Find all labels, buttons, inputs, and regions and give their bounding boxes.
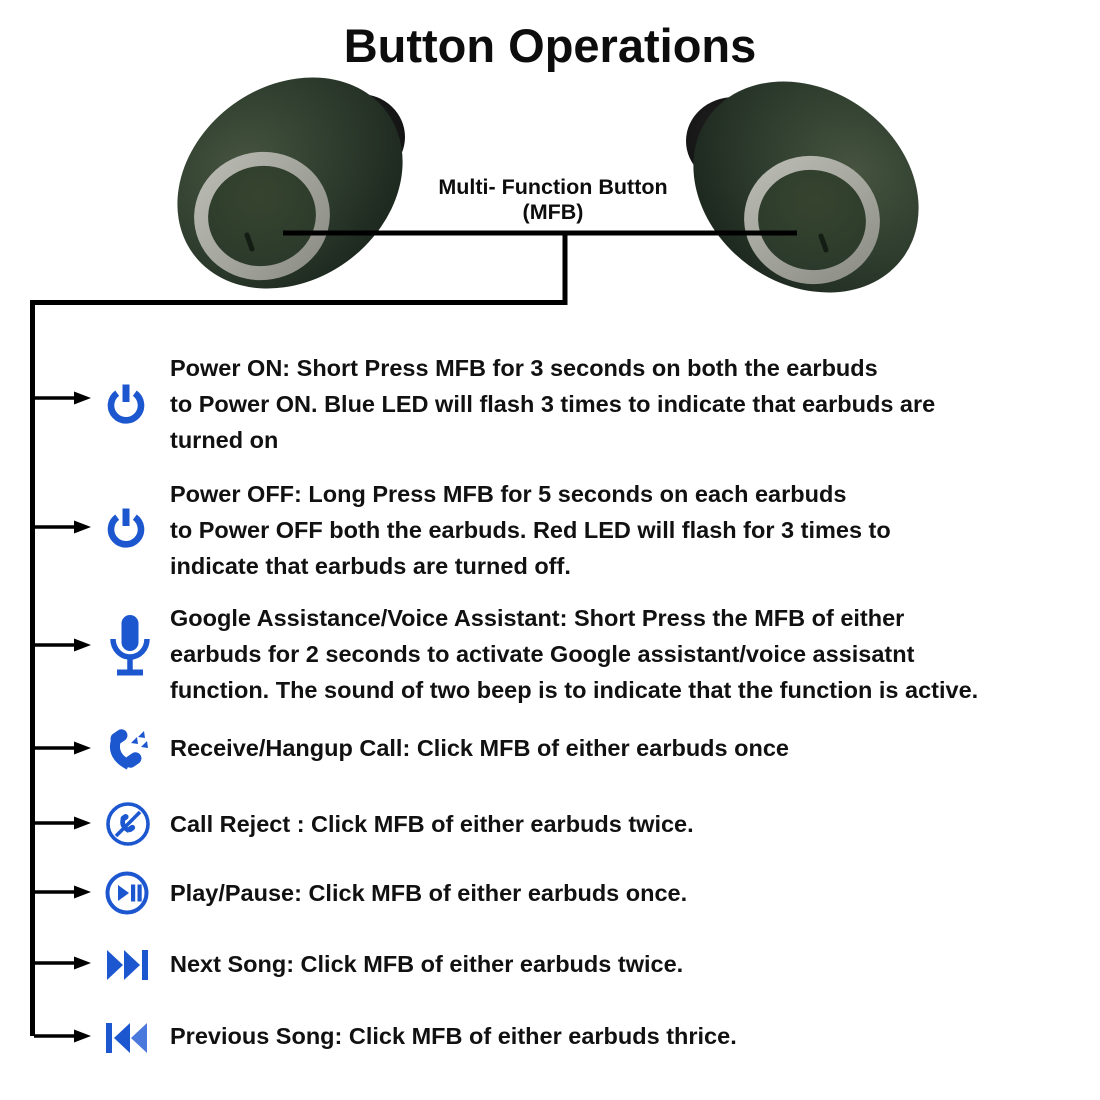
operation-text-line: Call Reject : Click MFB of either earbuds twice.: [170, 811, 694, 837]
operation-text: [170, 476, 1070, 584]
power-icon: [104, 505, 148, 549]
operation-text-line: indicate that earbuds are turned off.: [170, 553, 571, 579]
branch-arrows: [34, 392, 91, 1043]
operation-text: [170, 1018, 1070, 1054]
operation-text-line: turned on: [170, 427, 279, 453]
operation-text-line: to Power OFF both the earbuds. Red LED will flash for 3 times to: [170, 517, 891, 543]
operation-text: [170, 350, 1070, 458]
operation-text: [170, 806, 1070, 842]
page-title: Button Operations: [343, 19, 757, 72]
operation-text: [170, 730, 1070, 766]
arrow: [34, 639, 91, 652]
phone-receive-icon: [104, 726, 150, 772]
operation-text-line: earbuds for 2 seconds to activate Google assistant/voice assisatnt: [170, 641, 915, 667]
previous-song-icon: [104, 1020, 150, 1056]
operation-text: [170, 600, 1070, 708]
arrow: [34, 886, 91, 899]
call-reject-icon: [104, 800, 152, 848]
operation-text-line: Play/Pause: Click MFB of either earbuds once.: [170, 880, 688, 906]
operation-text-line: function. The sound of two beep is to indicate that the function is active.: [170, 677, 979, 703]
operation-text-line: Next Song: Click MFB of either earbuds twice.: [170, 951, 684, 977]
microphone-icon: [110, 614, 150, 680]
operation-text-line: Receive/Hangup Call: Click MFB of either earbuds once: [170, 735, 789, 761]
arrow: [34, 521, 91, 534]
next-song-icon: [104, 947, 150, 983]
operation-text-line: Previous Song: Click MFB of either earbuds thrice.: [170, 1023, 737, 1049]
operation-text-line: Power OFF: Long Press MFB for 5 seconds on each earbuds: [170, 481, 847, 507]
arrow: [34, 957, 91, 970]
arrow: [34, 1030, 91, 1043]
operation-text: [170, 946, 1070, 982]
arrow: [34, 742, 91, 755]
left-earbud-image: [136, 34, 444, 332]
operation-text-line: Power ON: Short Press MFB for 3 seconds on both the earbuds: [170, 355, 878, 381]
mfb-callout-line2: (MFB): [522, 200, 584, 224]
play-pause-icon: [104, 870, 150, 916]
operation-text-line: to Power ON. Blue LED will flash 3 times to indicate that earbuds are: [170, 391, 936, 417]
operation-text: [170, 875, 1070, 911]
operation-text-line: Google Assistance/Voice Assistant: Short Press the MFB of either: [170, 605, 905, 631]
mfb-callout-label: [403, 175, 703, 225]
mfb-callout-line1: Multi- Function Button: [438, 175, 668, 199]
arrow: [34, 392, 91, 405]
power-icon: [104, 381, 148, 425]
arrow: [34, 817, 91, 830]
